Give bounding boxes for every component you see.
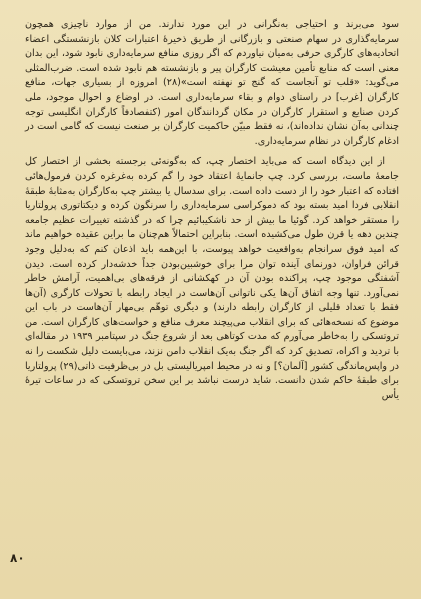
paragraph-2: از این دیدگاه است که می‌باید اختصار چپ، که به‌گونه‌ئی برجسته بخشی از اختصار کل جامعهٔ ماست، بررسی کرد. چپ جانمایهٔ اعتقاد خود را گم کرده به‌غرغره کردن فرمول‌هائی افتاده که اعتبار خود را از دست داده است. برای سدسال یا بیشتر چپ به‌کارگران به‌مثابهٔ طبقهٔ انقلابی فردا امید بسته بود که دموکراسی سرمایه‌داری را سرنگون کرده و دیکتاتوری پرولتاریا را مستقر خواهد کرد. گوئیا ما بیش از حد ناشکیبائیم چرا که در گذشته تغییرات عظیم جامعه چندین دهه یا قرن طول می‌کشیده است. بنابراین احتمالاً هم‌چنان ما براین عقیده خواهیم ماند که امید فوق سرانجام به‌واقعیت خواهد پیوست، با این‌همه باید اذعان کنم که به‌دلیل وجود قرائن فراوان، دورنمای آینده توان مرا برای خوشبین‌بودن جداً خدشه‌دار کرده است. دیدن آشفتگی موجود چپ، پراکنده بودن آن در کهکشانی از فرقه‌های بی‌اهمیت، آرامش خاطر نمی‌آورد. تنها وجه اتفاق آن‌ها یکی ناتوانی آن‌هاست در ایجاد رابطه با تحولات کارگری (آن‌ها فقط با تعداد قلیلی از کارگران رابطه دارند) و دیگری توهّم بی‌مهار آن‌هاست در باب این موضوع که نسخه‌هائی که برای انقلاب می‌پیچند معرف منافع و خواست‌های کارگران است. من تروتسکی را به‌خاطر می‌آورم که مدت کوتاهی بعد از شروع جنگ در سپتامبر ۱۹۳۹ در مقاله‌ای با تردید و اکراه، تصدیق کرد که اگر جنگ به‌یک انقلاب دامن نزند، می‌بایست دلیل شکست را نه در واپس‌ماندگی کشور [آلمان؟] و نه در محیط امپریالیستی بل در بی‌ظرفیت ذاتی(۲۹) پرولتاریا برای طبقهٔ حاکم شدن دانست. شاید درست نباشد بر این سخن تروتسکی که در ساعات تیرهٔ یأس [25, 156, 400, 401]
page-number: ۸۰ [10, 551, 25, 565]
paragraph-1: سود می‌برند و احتیاجی به‌نگرانی در این مورد ندارند. من از موارد ناچیزی همچون سرمایه‌گذاری در سهام صنعتی و بازرگانی از طریق ذخیرهٔ اعتبارات کلان بازنشستگی اعضاء اتحادیه‌های کارگری حرفی به‌میان نیاوردم که اگر روزی منافع سرمایه‌داری نابود شود، این بدان معنی است که منابع تأمین معیشت کارگران پیر و بازنشسته هم نابود شده است. ضرب‌المثلی می‌گوید: «قلب تو آنجاست که گنج تو نهفته است»(۲۸) امروزه از بسیاری جهات، منافع کارگران [غرب] در راستای دوام و بقاء سرمایه‌داری است. در اوضاع و احوال موجود، ملی کردن صنایع و استقرار کارگران در مکان گردانندگان امور (کتفصادفاً کارگران انگلیسی توجه چندانی به‌آن نشان نداده‌اند)، نه فقط مبیّن حاکمیت کارگران بر صنعت نیست که گامی است در ادغام کارگران در نظام سرمایه‌داری. [25, 19, 400, 147]
text-column [25, 18, 399, 403]
